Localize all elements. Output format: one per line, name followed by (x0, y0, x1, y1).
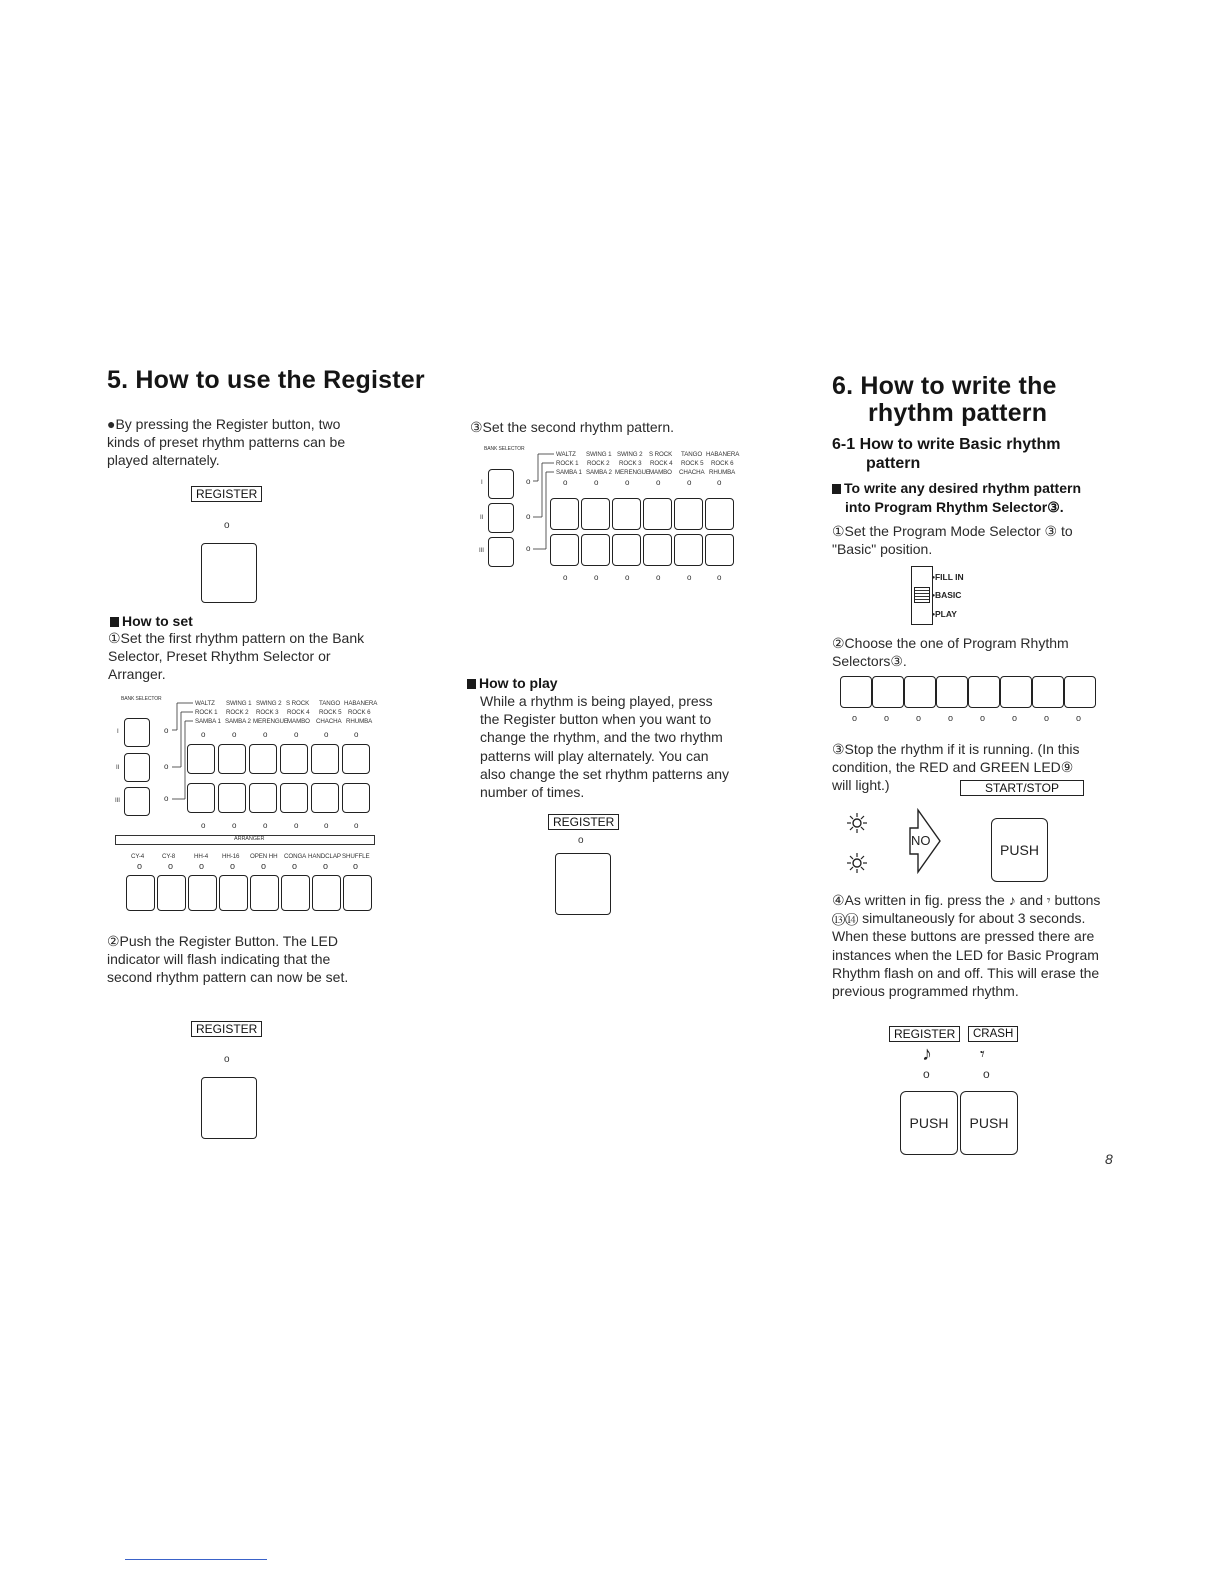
arranger-label-handclap: HANDCLAP (308, 853, 341, 860)
rhythm-led-6: o (354, 730, 359, 739)
arranger-button-4[interactable] (219, 875, 248, 911)
rhythm-label-rock4: ROCK 4 (287, 709, 310, 716)
program-button-8[interactable] (1064, 676, 1096, 708)
rhythm-label-samba2-b: SAMBA 2 (586, 469, 612, 476)
rhythm-button-1[interactable] (187, 744, 215, 774)
arranger-label-cy8: CY-8 (162, 853, 176, 860)
no-arrow-icon (906, 808, 942, 874)
bank-selector-label: BANK SELECTOR (121, 696, 162, 702)
register-button[interactable] (201, 543, 257, 603)
rhythm-led-1: o (201, 730, 206, 739)
register-led: o (224, 520, 230, 531)
program-button-4[interactable] (936, 676, 968, 708)
rhythm-label-rock6-b: ROCK 6 (711, 460, 734, 467)
rhythm-label-rock5: ROCK 5 (319, 709, 342, 716)
arranger-led-7: o (323, 861, 329, 871)
rhythm-label-rock5-b: ROCK 5 (681, 460, 704, 467)
arranger-button-8[interactable] (343, 875, 372, 911)
program-led-1: o (852, 713, 858, 723)
arranger-button-2[interactable] (157, 875, 186, 911)
column-led-1b: o (563, 573, 568, 582)
rhythm-button-7b[interactable] (550, 534, 579, 566)
register-label-2: REGISTER (191, 1021, 262, 1037)
page-number: 8 (1105, 1151, 1113, 1167)
crash-label: CRASH (968, 1026, 1018, 1042)
rhythm-panel-left (115, 694, 385, 924)
rhythm-button-2b[interactable] (581, 498, 610, 530)
program-button-3[interactable] (904, 676, 936, 708)
register-label: REGISTER (191, 486, 262, 502)
rhythm-button-5[interactable] (311, 744, 339, 774)
rhythm-button-2[interactable] (218, 744, 246, 774)
bank-number-1: I (117, 728, 119, 735)
step-2-choose-selector: ②Choose the one of Program Rhythm Selectors③. (832, 635, 1069, 670)
rhythm-led-1b: o (563, 478, 568, 487)
column-led-2b: o (594, 573, 599, 582)
rhythm-button-12[interactable] (342, 783, 370, 813)
rhythm-label-waltz: WALTZ (195, 700, 215, 707)
footnote-rule (125, 1559, 267, 1560)
section-5-intro: ●By pressing the Register button, two kinds of preset rhythm patterns can be played alternately. (107, 416, 346, 469)
column-led-6b: o (717, 573, 722, 582)
program-button-5[interactable] (968, 676, 1000, 708)
arranger-led-2: o (168, 861, 174, 871)
rhythm-label-rock6: ROCK 6 (348, 709, 371, 716)
program-mode-selector[interactable] (911, 566, 933, 625)
rhythm-button-9[interactable] (249, 783, 277, 813)
how-to-play-heading: How to play (467, 674, 558, 693)
arranger-button-3[interactable] (188, 875, 217, 911)
rhythm-label-samba1: SAMBA 1 (195, 718, 221, 725)
program-led-3: o (916, 713, 922, 723)
rhythm-label-merengue: MERENGUE (253, 718, 288, 725)
instruction-heading-line1: To write any desired rhythm pattern (832, 479, 1081, 498)
column-led-1: o (201, 821, 206, 830)
bank-led-1: o (164, 726, 169, 735)
rhythm-label-habanera: HABANERA (344, 700, 378, 707)
push-start-stop-button[interactable]: PUSH (991, 818, 1048, 882)
step-4-erase: ④As written in fig. press the ♪ and 𝄾 buttons ⑬⑭ simultaneously for about 3 seconds. When these buttons are pressed there are instances when the LED for Basic Program Rhythm flash on and off. This will erase the previous programmed rhythm. (832, 892, 1101, 1000)
rhythm-label-mambo: MAMBO (287, 718, 310, 725)
arranger-label-conga: CONGA (284, 853, 307, 860)
program-led-4: o (948, 713, 954, 723)
bank-number-2b: II (480, 514, 484, 521)
rhythm-button-11b[interactable] (674, 534, 703, 566)
bank-led-3: o (164, 794, 169, 803)
column-led-6: o (354, 821, 359, 830)
selector-knob[interactable] (914, 587, 930, 603)
rhythm-label-swing1-b: SWING 1 (586, 451, 612, 458)
bank-button-3b[interactable] (488, 537, 514, 567)
bank-button-3[interactable] (124, 787, 150, 816)
rhythm-label-waltz-b: WALTZ (556, 451, 576, 458)
column-led-4b: o (656, 573, 661, 582)
program-button-7[interactable] (1032, 676, 1064, 708)
eighth-rest-icon: 𝄾 (980, 1044, 985, 1064)
rhythm-button-9b[interactable] (612, 534, 641, 566)
program-button-2[interactable] (872, 676, 904, 708)
bank-selector-label-2: BANK SELECTOR (484, 446, 525, 452)
rhythm-label-rhumba: RHUMBA (346, 718, 373, 725)
arranger-button-5[interactable] (250, 875, 279, 911)
register-label-3: REGISTER (548, 814, 619, 830)
bank-led-2b: o (526, 512, 531, 521)
rhythm-led-4b: o (656, 478, 661, 487)
bank-button-2b[interactable] (488, 503, 514, 533)
program-led-6: o (1012, 713, 1018, 723)
rhythm-button-8b[interactable] (581, 534, 610, 566)
arranger-label-cy4: CY-4 (131, 853, 145, 860)
rhythm-button-4b[interactable] (643, 498, 672, 530)
section-6-1-line2: pattern (866, 455, 921, 472)
rhythm-button-8[interactable] (218, 783, 246, 813)
rhythm-led-5: o (324, 730, 329, 739)
program-led-2: o (884, 713, 890, 723)
no-label: NO (911, 833, 931, 848)
rhythm-button-12b[interactable] (705, 534, 734, 566)
program-led-8: o (1076, 713, 1082, 723)
rhythm-led-2: o (232, 730, 237, 739)
section-5-title: 5. How to use the Register (107, 366, 425, 394)
rhythm-button-3[interactable] (249, 744, 277, 774)
bank-button-1b[interactable] (488, 469, 514, 499)
rhythm-button-1b[interactable] (550, 498, 579, 530)
bank-button-1[interactable] (124, 718, 150, 747)
register-led-3: o (578, 835, 584, 846)
rhythm-label-merengue-b: MERENGUE (615, 469, 650, 476)
section-6-title-line2: rhythm pattern (868, 399, 1048, 427)
eighth-note-icon: ♪ (922, 1043, 932, 1065)
arranger-label-shuffle: SHUFFLE (342, 853, 370, 860)
arranger-bar (115, 835, 375, 845)
register-button-3[interactable] (555, 853, 611, 915)
program-button-1[interactable] (840, 676, 872, 708)
column-led-4: o (294, 821, 299, 830)
rhythm-label-tango: TANGO (319, 700, 341, 707)
rhythm-label-rock2: ROCK 2 (226, 709, 249, 716)
how-to-play-text: While a rhythm is being played, press the Register button when you want to change the rhythm, and the two rhythm patterns will play alternately. You can also change the set rhythm patterns any number of times. (480, 693, 730, 801)
rhythm-button-6[interactable] (342, 744, 370, 774)
arranger-led-5: o (261, 861, 267, 871)
bank-led-2: o (164, 762, 169, 771)
program-button-6[interactable] (1000, 676, 1032, 708)
bank-button-2[interactable] (124, 753, 150, 782)
rhythm-label-rock3: ROCK 3 (256, 709, 279, 716)
rhythm-label-rock3-b: ROCK 3 (619, 460, 642, 467)
program-led-7: o (1044, 713, 1050, 723)
mode-basic: •BASIC (932, 590, 962, 600)
rhythm-button-10b[interactable] (643, 534, 672, 566)
register-led-2: o (224, 1054, 230, 1065)
column-led-2: o (232, 821, 237, 830)
rhythm-label-habanera-b: HABANERA (706, 451, 740, 458)
section-6-title-line1: 6. How to write the (832, 372, 1057, 400)
arranger-label-hh16: HH-16 (222, 853, 240, 860)
arranger-led-1: o (137, 861, 143, 871)
arranger-led-4: o (230, 861, 236, 871)
rhythm-button-4[interactable] (280, 744, 308, 774)
section-6-1-line1: 6-1 How to write Basic rhythm (832, 436, 1061, 453)
how-to-set-heading: How to set (110, 612, 193, 631)
rhythm-label-tango-b: TANGO (681, 451, 703, 458)
program-led-5: o (980, 713, 986, 723)
rhythm-button-7[interactable] (187, 783, 215, 813)
column-led-5b: o (687, 573, 692, 582)
bank-number-1b: I (481, 479, 483, 486)
rhythm-label-samba1-b: SAMBA 1 (556, 469, 582, 476)
rhythm-label-rock4-b: ROCK 4 (650, 460, 673, 467)
arranger-label-openhh: OPEN HH (250, 853, 278, 860)
step-1-program-mode: ①Set the Program Mode Selector ③ to "Basic" position. (832, 523, 1073, 558)
led-lit-icon-red (846, 812, 868, 839)
column-led-5: o (324, 821, 329, 830)
step-2-push-register: ②Push the Register Button. The LED indicator will flash indicating that the second rhythm pattern can now be set. (107, 933, 349, 986)
register-button-2[interactable] (201, 1077, 257, 1139)
rhythm-led-3b: o (625, 478, 630, 487)
rhythm-panel-middle (478, 445, 740, 585)
rhythm-button-10[interactable] (280, 783, 308, 813)
instruction-heading-line2: into Program Rhythm Selector③. (845, 499, 1064, 515)
push-crash-button[interactable]: PUSH (960, 1091, 1018, 1155)
bank-led-1b: o (526, 477, 531, 486)
step-3-second-pattern: ③Set the second rhythm pattern. (470, 419, 674, 435)
start-stop-label: START/STOP (960, 780, 1084, 796)
step-1-set-first: ①Set the first rhythm pattern on the Bank Selector, Preset Rhythm Selector or Arranger. (108, 630, 365, 683)
led-lit-icon-green (846, 852, 868, 879)
rhythm-label-swing1: SWING 1 (226, 700, 252, 707)
mode-play: •PLAY (932, 609, 957, 619)
arranger-led-3: o (199, 861, 205, 871)
rhythm-label-srock-b: S ROCK (649, 451, 673, 458)
rhythm-label-samba2: SAMBA 2 (225, 718, 251, 725)
rhythm-led-2b: o (594, 478, 599, 487)
step-3-stop-rhythm: ③Stop the rhythm if it is running. (In this condition, the RED and GREEN LED⑨ will light.) (832, 741, 1080, 794)
rhythm-button-3b[interactable] (612, 498, 641, 530)
rhythm-label-mambo-b: MAMBO (649, 469, 672, 476)
rhythm-label-rhumba-b: RHUMBA (709, 469, 736, 476)
rhythm-label-rock1: ROCK 1 (195, 709, 218, 716)
arranger-led-6: o (292, 861, 298, 871)
rhythm-label-swing2-b: SWING 2 (617, 451, 643, 458)
rhythm-button-6b[interactable] (705, 498, 734, 530)
rhythm-led-6b: o (717, 478, 722, 487)
bank-number-2: II (116, 764, 120, 771)
rhythm-led-5b: o (687, 478, 692, 487)
arranger-label: ARRANGER (234, 836, 265, 842)
rhythm-label-chacha: CHACHA (316, 718, 342, 725)
bank-number-3: III (115, 797, 120, 804)
register-label-4: REGISTER (889, 1026, 960, 1042)
rhythm-led-3: o (263, 730, 268, 739)
bank-number-3b: III (479, 547, 484, 554)
register-led-4: o (923, 1067, 930, 1081)
column-led-3: o (263, 821, 268, 830)
rhythm-button-5b[interactable] (674, 498, 703, 530)
rhythm-led-4: o (294, 730, 299, 739)
rhythm-label-srock: S ROCK (286, 700, 310, 707)
rhythm-label-rock1-b: ROCK 1 (556, 460, 579, 467)
mode-fill-in: •FILL IN (932, 572, 964, 582)
arranger-button-7[interactable] (312, 875, 341, 911)
arranger-button-6[interactable] (281, 875, 310, 911)
push-register-button[interactable]: PUSH (900, 1091, 958, 1155)
bank-led-3b: o (526, 544, 531, 553)
arranger-led-8: o (353, 861, 359, 871)
rhythm-label-swing2: SWING 2 (256, 700, 282, 707)
rhythm-label-chacha-b: CHACHA (679, 469, 705, 476)
column-led-3b: o (625, 573, 630, 582)
rhythm-label-rock2-b: ROCK 2 (587, 460, 610, 467)
crash-led: o (983, 1067, 990, 1081)
arranger-label-hh4: HH-4 (194, 853, 209, 860)
rhythm-button-11[interactable] (311, 783, 339, 813)
arranger-button-1[interactable] (126, 875, 155, 911)
